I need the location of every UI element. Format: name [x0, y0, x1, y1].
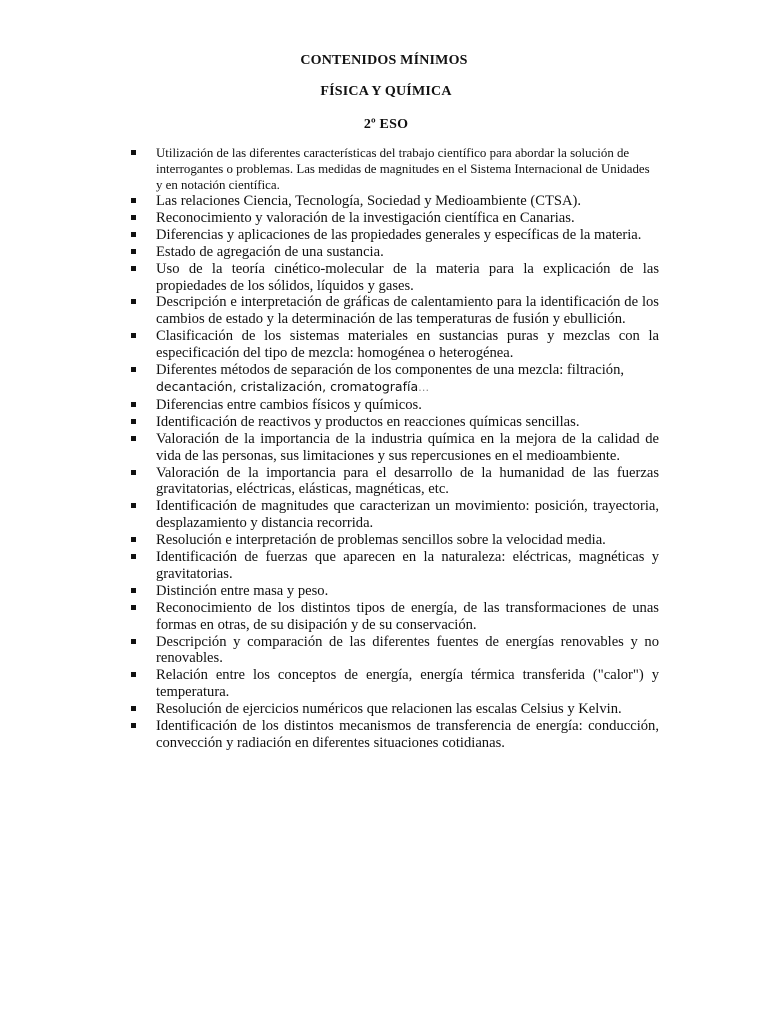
separation-methods-text: decantación, cristalización, cromatografía [156, 378, 419, 394]
list-item-text: Descripción e interpretación de gráficas de calentamiento para la identificación de los cambios de estado y la determinación de las temperaturas de fusión y ebullición. [156, 294, 659, 328]
list-item-text: Identificación de reactivos y productos en reacciones químicas sencillas. [156, 413, 580, 430]
bullet-icon [131, 266, 136, 271]
bullet-icon [131, 419, 136, 424]
list-item-text: Valoración de la importancia de la industria química en la mejora de la calidad de vida de las personas, sus limitaciones y sus repercusiones en el medioambiente. [156, 430, 659, 464]
list-item-text: Reconocimiento de los distintos tipos de energía, de las transformaciones de unas formas en otras, de su disipación y de su conservación. [156, 599, 659, 633]
bullet-icon [131, 639, 136, 644]
bullet-icon [131, 723, 136, 728]
list-item [131, 701, 659, 718]
list-item [131, 583, 659, 600]
bullet-icon [131, 605, 136, 610]
list-item-text: Las relaciones Ciencia, Tecnología, Sociedad y Medioambiente (CTSA). [156, 193, 582, 209]
list-item [131, 193, 659, 210]
course-title: 2º ESO [363, 117, 409, 132]
bullet-icon [131, 554, 136, 559]
list-item-text: Identificación de los distintos mecanismos de transferencia de energía: conducción, convección y radiación en diferentes situaciones cotidianas. [156, 718, 659, 751]
list-item [131, 261, 659, 295]
list-item-separation-methods [131, 362, 659, 397]
subject-title: FÍSICA Y QUÍMICA [320, 84, 452, 99]
list-item [131, 244, 659, 261]
list-item-text: Uso de la teoría cinético-molecular de la materia para la explicación de las propiedades de los sólidos, líquidos y gases. [156, 260, 659, 294]
list-item [131, 634, 659, 668]
bullet-icon [131, 672, 136, 677]
list-item [131, 465, 659, 499]
bullet-icon [131, 706, 136, 711]
ellipsis-text: … [418, 380, 430, 394]
list-item [131, 431, 659, 465]
list-item-text: Distinción entre masa y peso. [156, 582, 329, 599]
bullet-icon [131, 299, 136, 304]
list-item [131, 718, 659, 752]
list-item [131, 667, 659, 701]
bullet-icon [131, 215, 136, 220]
list-item [131, 397, 659, 414]
list-item-text: Diferentes métodos de separación de los componentes de una mezcla: filtración, [156, 362, 625, 379]
bullet-icon [131, 232, 136, 237]
list-item-text: Diferencias entre cambios físicos y químicos. [156, 396, 422, 413]
bullet-icon [131, 470, 136, 475]
list-item-text: Clasificación de los sistemas materiales en sustancias puras y mezclas con la especificación del tipo de mezcla: homogénea o heterogénea. [156, 328, 659, 362]
list-item [131, 294, 659, 328]
bullet-icon [131, 198, 136, 203]
list-item-text: Resolución de ejercicios numéricos que relacionen las escalas Celsius y Kelvin. [156, 701, 622, 718]
list-item [131, 227, 659, 244]
bullet-icon [131, 537, 136, 542]
list-item [131, 145, 659, 193]
bullet-icon [131, 367, 136, 372]
list-item [131, 328, 659, 362]
bullet-icon [131, 402, 136, 407]
list-item [131, 210, 659, 227]
list-item-text: Relación entre los conceptos de energía, energía térmica transferida ("calor") y temperatura. [156, 667, 659, 701]
list-item [131, 549, 659, 583]
contents-list [131, 145, 659, 752]
list-item [131, 600, 659, 634]
list-item-text: Descripción y comparación de las diferentes fuentes de energías renovables y no renovables. [156, 633, 659, 667]
bullet-icon [131, 503, 136, 508]
list-item-text: Estado de agregación de una sustancia. [156, 243, 384, 260]
list-item-text: Utilización de las diferentes características del trabajo científico para abordar la solución de interrogantes o problemas. Las medidas de magnitudes en el Sistema Internacional de Unidades y en notación científica. [156, 146, 650, 192]
list-item-text: Identificación de magnitudes que caracterizan un movimiento: posición, trayectoria, desplazamiento y distancia recorrida. [156, 498, 659, 532]
list-item-text: Reconocimiento y valoración de la investigación científica en Canarias. [156, 209, 575, 226]
list-item [131, 414, 659, 431]
list-item-text: Resolución e interpretación de problemas sencillos sobre la velocidad media. [156, 532, 606, 549]
bullet-icon [131, 150, 136, 155]
list-item-text: Valoración de la importancia para el desarrollo de la humanidad de las fuerzas gravitatorias, eléctricas, elásticas, magnéticas, etc. [156, 464, 659, 498]
list-item-text: Identificación de fuerzas que aparecen en la naturaleza: eléctricas, magnéticas y gravitatorias. [156, 549, 659, 582]
list-item [131, 498, 659, 532]
list-item [131, 532, 659, 549]
document-title: CONTENIDOS MÍNIMOS [300, 53, 468, 68]
list-item-text: Diferencias y aplicaciones de las propiedades generales y específicas de la materia. [156, 226, 642, 243]
bullet-icon [131, 333, 136, 338]
bullet-icon [131, 249, 136, 254]
bullet-icon [131, 436, 136, 441]
bullet-icon [131, 588, 136, 593]
